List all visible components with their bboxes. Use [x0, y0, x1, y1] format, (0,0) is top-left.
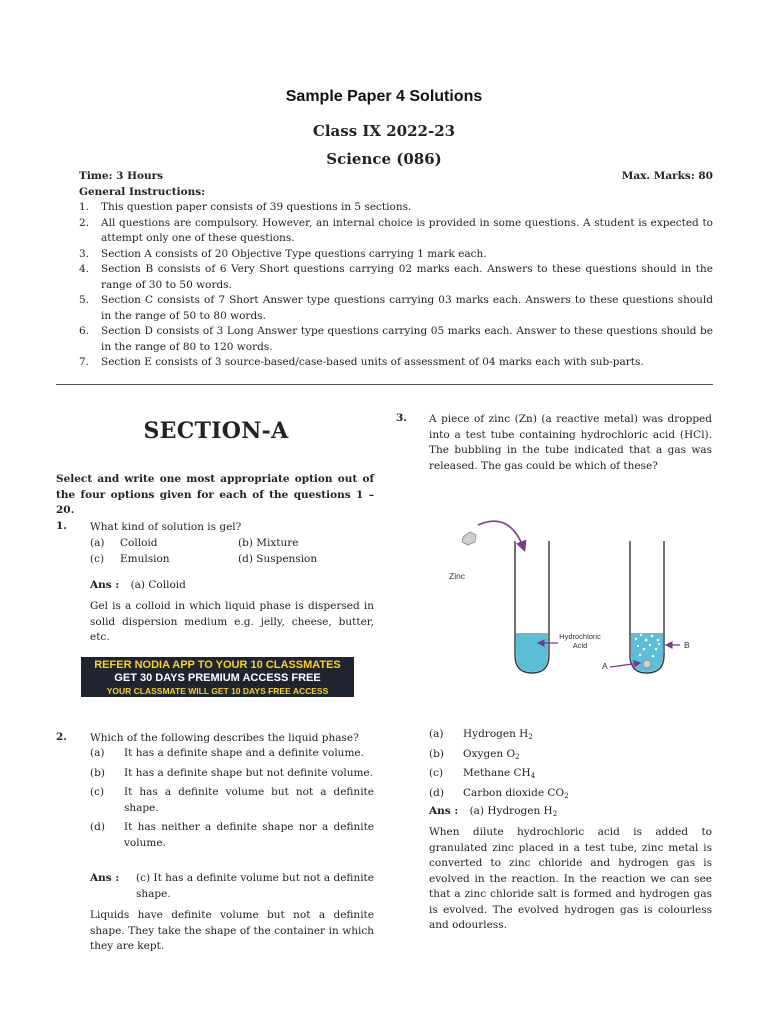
- banner-line-2: GET 30 DAYS PREMIUM ACCESS FREE: [114, 672, 321, 684]
- question-3-options: [429, 727, 712, 804]
- question-2-options: [90, 746, 374, 851]
- option-text: Colloid: [120, 537, 158, 549]
- option-label: (b): [429, 747, 444, 760]
- instruction-number: 4.: [79, 263, 90, 275]
- acid-label: [556, 632, 604, 650]
- option-label: (a): [90, 747, 105, 759]
- question-3-number: 3.: [396, 412, 407, 424]
- max-marks-label: Max. Marks: 80: [621, 170, 713, 182]
- option-subscript: 4: [530, 772, 536, 780]
- instructions-heading: General Instructions:: [79, 186, 206, 198]
- instructions-list: [79, 200, 713, 371]
- option-label: (a): [429, 728, 444, 740]
- zinc-label: Zinc: [449, 571, 466, 581]
- answer-text: (a) Hydrogen H: [469, 805, 553, 817]
- option-d: [429, 786, 712, 805]
- instruction-number: 5.: [79, 294, 90, 306]
- time-label: Time: 3 Hours: [79, 170, 164, 182]
- instruction-text: This question paper consists of 39 questions in 5 sections.: [101, 201, 412, 213]
- label-b: B: [684, 640, 690, 650]
- instruction-item: [79, 355, 713, 371]
- answer-text: (c) It has a definite volume but not a definite shape.: [136, 872, 374, 900]
- answer-label: Ans :: [90, 872, 120, 884]
- question-1-number: 1.: [56, 520, 67, 532]
- question-1-answer: [90, 578, 186, 594]
- test-tube-figure: [430, 515, 710, 680]
- option-text: Suspension: [256, 552, 318, 565]
- option-subscript: 2: [515, 752, 520, 761]
- question-2-text: Which of the following describes the liquid phase?: [90, 732, 359, 744]
- answer-subscript: 2: [552, 810, 558, 818]
- option-label: (d): [238, 552, 253, 565]
- instruction-item: [79, 293, 713, 324]
- option-text: It has a definite shape but not definite volume.: [124, 766, 373, 779]
- instruction-text: Section A consists of 20 Objective Type questions carrying 1 mark each.: [101, 247, 487, 260]
- question-3-text: A piece of zinc (Zn) (a reactive metal) was dropped into a test tube containing hydrochloric acid (HCl). The bubbling in the tube indicated that a gas was released. The gas could be which of these?: [429, 413, 712, 472]
- option-text: It has a definite shape and a definite volume.: [124, 747, 364, 759]
- instruction-item: [79, 216, 713, 247]
- option-text: Mixture: [256, 537, 299, 549]
- option-d: [238, 552, 388, 568]
- question-2-explanation: Liquids have definite volume but not a definite shape. They take the shape of the container in which they are kept.: [90, 909, 374, 952]
- class-line: Class IX 2022-23: [312, 122, 456, 140]
- instruction-item: [79, 324, 713, 355]
- option-text: Methane CH: [463, 767, 531, 779]
- instruction-text: Section E consists of 3 source-based/case-based units of assessment of 04 marks each with sub-parts.: [101, 356, 644, 368]
- section-a-title: SECTION-A: [143, 418, 289, 444]
- question-2-answer: [90, 871, 374, 902]
- option-subscript: 2: [528, 733, 533, 741]
- option-a: [90, 746, 374, 762]
- question-1-text: What kind of solution is gel?: [90, 521, 242, 533]
- option-c: [429, 766, 712, 785]
- instruction-number: 6.: [79, 325, 90, 337]
- promo-banner[interactable]: [81, 657, 354, 697]
- option-label: (b): [238, 537, 253, 549]
- header-divider: [56, 384, 713, 385]
- option-b: [90, 766, 374, 782]
- answer-row: [90, 871, 374, 902]
- acid-liquid-1: [516, 633, 548, 672]
- option-d: [90, 820, 374, 851]
- instruction-item: [79, 200, 713, 216]
- option-subscript: 2: [564, 791, 569, 800]
- zinc-piece: [462, 532, 476, 545]
- option-a: [429, 727, 712, 746]
- drop-arrow: [478, 521, 524, 549]
- zinc-granule: [643, 660, 651, 668]
- instruction-item: [79, 247, 713, 263]
- option-label: (c): [90, 552, 105, 565]
- acid-label-line-2: Acid: [572, 641, 588, 650]
- label-a: A: [602, 661, 608, 671]
- question-1-options: [90, 536, 388, 567]
- option-text: Hydrogen H: [463, 728, 529, 740]
- option-label: (c): [429, 767, 444, 779]
- answer-label: Ans :: [90, 579, 120, 591]
- option-text: Oxygen O: [463, 747, 516, 760]
- option-label: (a): [90, 537, 105, 549]
- banner-line-1: REFER NODIA APP TO YOUR 10 CLASSMATES: [94, 659, 341, 671]
- instruction-item: [79, 262, 713, 293]
- option-b: [238, 536, 388, 552]
- instruction-text: Section C consists of 7 Short Answer type questions carrying 03 marks each. Answers to these questions should in the range of 50 to 80 words.: [101, 294, 713, 322]
- instruction-number: 7.: [79, 356, 90, 368]
- instruction-text: Section B consists of 6 Very Short questions carrying 02 marks each. Answers to these questions should in the range of 30 to 50 words.: [101, 263, 713, 291]
- option-label: (d): [90, 821, 105, 833]
- question-3-explanation: When dilute hydrochloric acid is added to granulated zinc placed in a test tube, zinc metal is converted to zinc chloride and hydrogen gas is evolved in the reaction. In the reaction we can see that a zinc chloride salt is formed and hydrogen gas is evolved. The evolved hydrogen gas is colourless and odourless.: [429, 826, 712, 931]
- test-tube-svg: [430, 515, 710, 680]
- option-label: (c): [90, 786, 105, 798]
- answer-text: (a) Colloid: [130, 579, 186, 591]
- acid-label-line-1: Hydrochloric: [559, 632, 601, 641]
- instruction-number: 3.: [79, 247, 90, 260]
- question-3-answer: [429, 804, 557, 823]
- section-directions: Select and write one most appropriate option out of the four options given for each of the questions 1 – 20.: [56, 473, 374, 516]
- paper-title: Sample Paper 4 Solutions: [285, 88, 483, 105]
- question-1-explanation: Gel is a colloid in which liquid phase is dispersed in solid dispersion medium e.g. jelly, cheese, butter, etc.: [90, 600, 374, 643]
- option-label: (b): [90, 766, 105, 779]
- option-b: [429, 747, 712, 766]
- banner-line-3: YOUR CLASSMATE WILL GET 10 DAYS FREE ACCESS: [106, 686, 329, 696]
- instruction-text: Section D consists of 3 Long Answer type questions carrying 05 marks each. Answer to these questions should be in the range of 80 to 120 words.: [101, 325, 713, 353]
- subject-line: Science (086): [326, 150, 442, 168]
- option-c: [90, 785, 374, 816]
- option-label: (d): [429, 786, 444, 799]
- option-text: It has neither a definite shape nor a definite volume.: [124, 821, 374, 849]
- instruction-text: All questions are compulsory. However, an internal choice is provided in some questions. A student is expected to attempt only one of these questions.: [101, 216, 713, 244]
- instruction-number: 2.: [79, 216, 90, 229]
- question-2-number: 2.: [56, 731, 67, 743]
- option-text: Carbon dioxide CO: [463, 786, 565, 799]
- option-text: It has a definite volume but not a definite shape.: [124, 786, 374, 814]
- answer-label: Ans :: [429, 805, 459, 817]
- instruction-number: 1.: [79, 201, 90, 213]
- option-text: Emulsion: [120, 552, 170, 565]
